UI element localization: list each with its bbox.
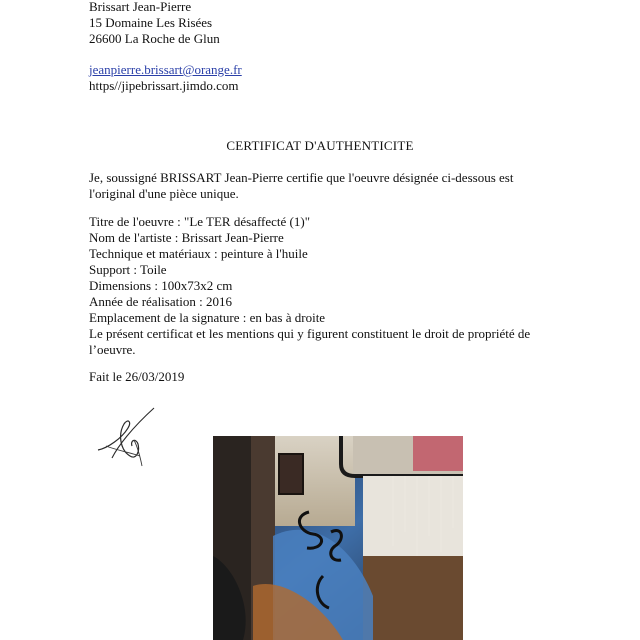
- detail-technique: Technique et matériaux : peinture à l'huile: [89, 246, 308, 261]
- detail-ownership-end: l’oeuvre.: [89, 342, 136, 357]
- sender-name: Brissart Jean-Pierre: [89, 0, 192, 14]
- intro-line: Je, soussigné BRISSART Jean-Pierre certifie que l'oeuvre désignée ci-dessous est: [89, 170, 514, 185]
- certificate-intro: [89, 170, 529, 202]
- detail-signature-location: Emplacement de la signature : en bas à droite: [89, 310, 326, 325]
- detail-support: Support : Toile: [89, 262, 167, 277]
- detail-title: Titre de l'oeuvre : "Le TER désaffecté (1)": [89, 214, 311, 229]
- handwritten-signature: [88, 398, 168, 478]
- sender-website: https//jipebrissart.jimdo.com: [89, 78, 239, 93]
- detail-artist: Nom de l'artiste : Brissart Jean-Pierre: [89, 230, 284, 245]
- intro-line: l'original d'une pièce unique.: [89, 186, 239, 201]
- date-line: Fait le 26/03/2019: [89, 369, 185, 384]
- detail-year: Année de réalisation : 2016: [89, 294, 232, 309]
- detail-ownership: Le présent certificat et les mentions qui y figurent constituent le droit de propriété de: [89, 326, 531, 341]
- detail-dimensions: Dimensions : 100x73x2 cm: [89, 278, 233, 293]
- sender-address-city: 26600 La Roche de Glun: [89, 31, 220, 46]
- sender-email-link[interactable]: jeanpierre.brissart@orange.fr: [89, 62, 242, 77]
- certificate-title: CERTIFICAT D'AUTHENTICITE: [226, 138, 414, 153]
- artwork-details: [89, 214, 529, 358]
- artwork-painting-image: [213, 436, 463, 640]
- sender-address-street: 15 Domaine Les Risées: [89, 15, 213, 30]
